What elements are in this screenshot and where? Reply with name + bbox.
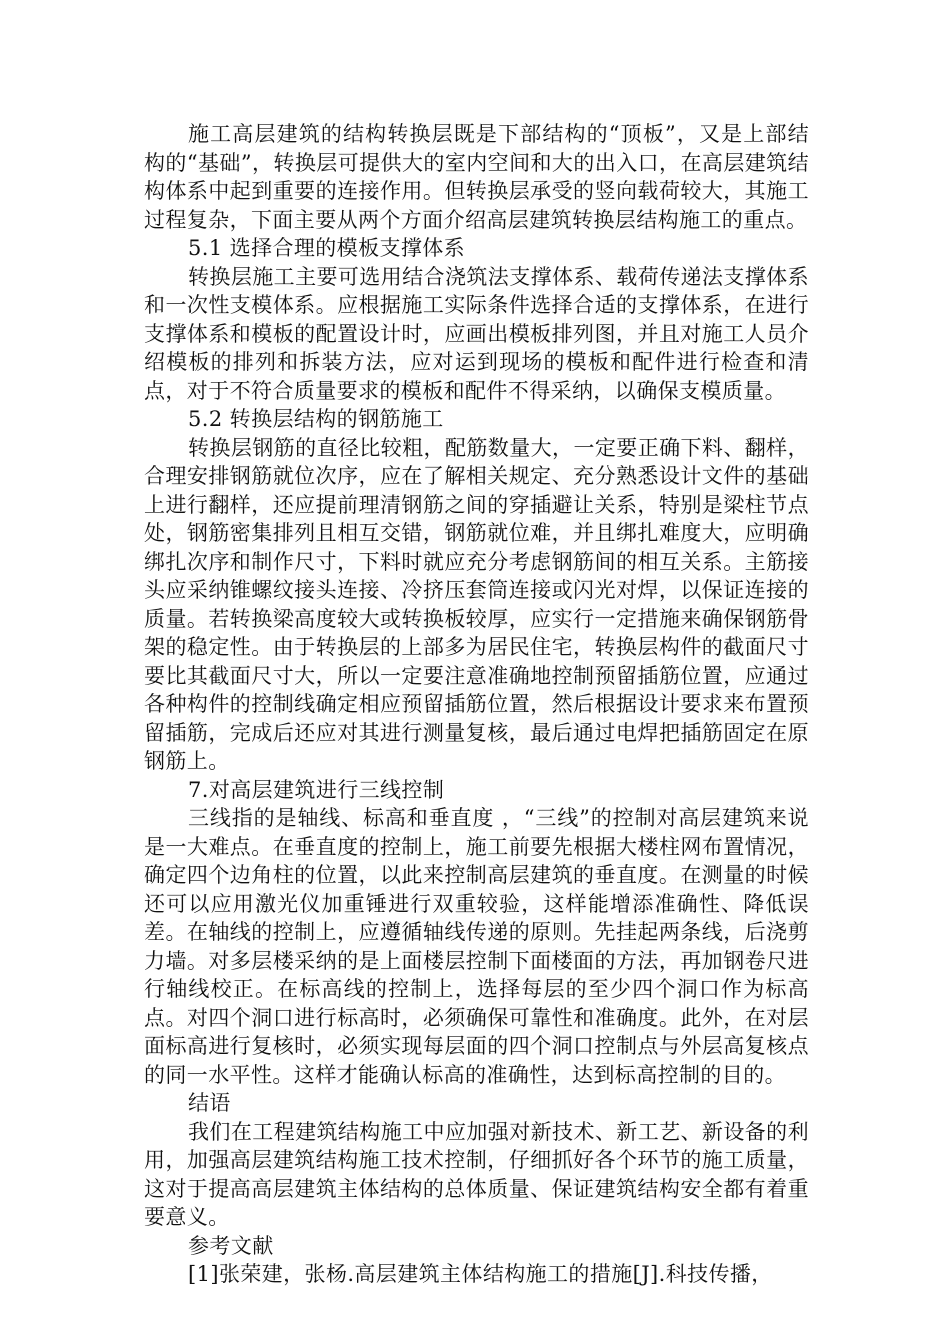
document-page <box>144 120 809 1289</box>
section-heading-5-2: 5.2 转换层结构的钢筋施工 <box>188 407 444 431</box>
paragraph-three-line-control: 三线指的是轴线、标高和垂直度 ，“三线”的控制对高层建筑来说是一大难点。在垂直度的控制上，施工前要先根据大楼柱网布置情况，确定四个边角柱的位置，以此来控制高层建筑的垂直度。在测量的时候还可以应用激光仪加重锤进行双重较验，这样能增添准确性、降低误差。在轴线的控制上，应遵循轴线传递的原则。先挂起两条线，后浇剪力墙。对多层楼采纳的是上面楼层控制下面楼面的方法，再加钢卷尺进行轴线校正。在标高线的控制上，选择每层的至少四个洞口作为标高点。对四个洞口进行标高时，必须确保可靠性和准确度。此外，在对层面标高进行复核时，必须实现每层面的四个洞口控制点与外层高复核点的同一水平性。这样才能确认标高的准确性，达到标高控制的目的。 <box>144 806 809 1087</box>
paragraph-transfer-layer-intro: 施工高层建筑的结构转换层既是下部结构的“顶板”，又是上部结构的“基础”，转换层可提供大的室内空间和大的出入口，在高层建筑结构体系中起到重要的连接作用。但转换层承受的竖向载荷较大，其施工过程复杂，下面主要从两个方面介绍高层建筑转换层结构施工的重点。 <box>144 122 809 232</box>
paragraph-conclusion: 我们在工程建筑结构施工中应加强对新技术、新工艺、新设备的利用，加强高层建筑结构施工技术控制，仔细抓好各个环节的施工质量，这对于提高高层建筑主体结构的总体质量、保证建筑结构安全都有着重要意义。 <box>144 1119 809 1229</box>
paragraph-formwork-support: 转换层施工主要可选用结合浇筑法支撑体系、载荷传递法支撑体系和一次性支模体系。应根据施工实际条件选择合适的支撑体系，在进行支撑体系和模板的配置设计时，应画出模板排列图，并且对施工人员介绍模板的排列和拆装方法，应对运到现场的模板和配件进行检查和清点，对于不符合质量要求的模板和配件不得采纳，以确保支模质量。 <box>144 264 809 403</box>
section-heading-references: 参考文献 <box>188 1233 274 1258</box>
section-heading-5-1: 5.1 选择合理的模板支撑体系 <box>188 236 466 260</box>
section-heading-conclusion: 结语 <box>188 1091 231 1115</box>
reference-item-1: [1]张荣建，张杨.高层建筑主体结构施工的措施[J].科技传播， <box>188 1262 773 1286</box>
paragraph-rebar-construction: 转换层钢筋的直径比较粗，配筋数量大，一定要正确下料、翻样，合理安排钢筋就位次序，应在了解相关规定、充分熟悉设计文件的基础上进行翻样，还应提前理清钢筋之间的穿插避让关系，特别是梁柱节点处，钢筋密集排列且相互交错，钢筋就位难，并且绑扎难度大，应明确绑扎次序和制作尺寸，下料时就应充分考虑钢筋间的相互关系。主筋接头应采纳锥螺纹接头连接、冷挤压套筒连接或闪光对焊，以保证连接的质量。若转换梁高度较大或转换板较厚，应实行一定措施来确保钢筋骨架的稳定性。由于转换层的上部多为居民住宅，转换层构件的截面尺寸要比其截面尺寸大，所以一定要注意准确地控制预留插筋位置，应通过各种构件的控制线确定相应预留插筋位置，然后根据设计要求来布置预留插筋，完成后还应对其进行测量复核，最后通过电焊把插筋固定在原钢筋上。 <box>144 435 809 773</box>
section-heading-7: 7.对高层建筑进行三线控制 <box>188 777 445 802</box>
